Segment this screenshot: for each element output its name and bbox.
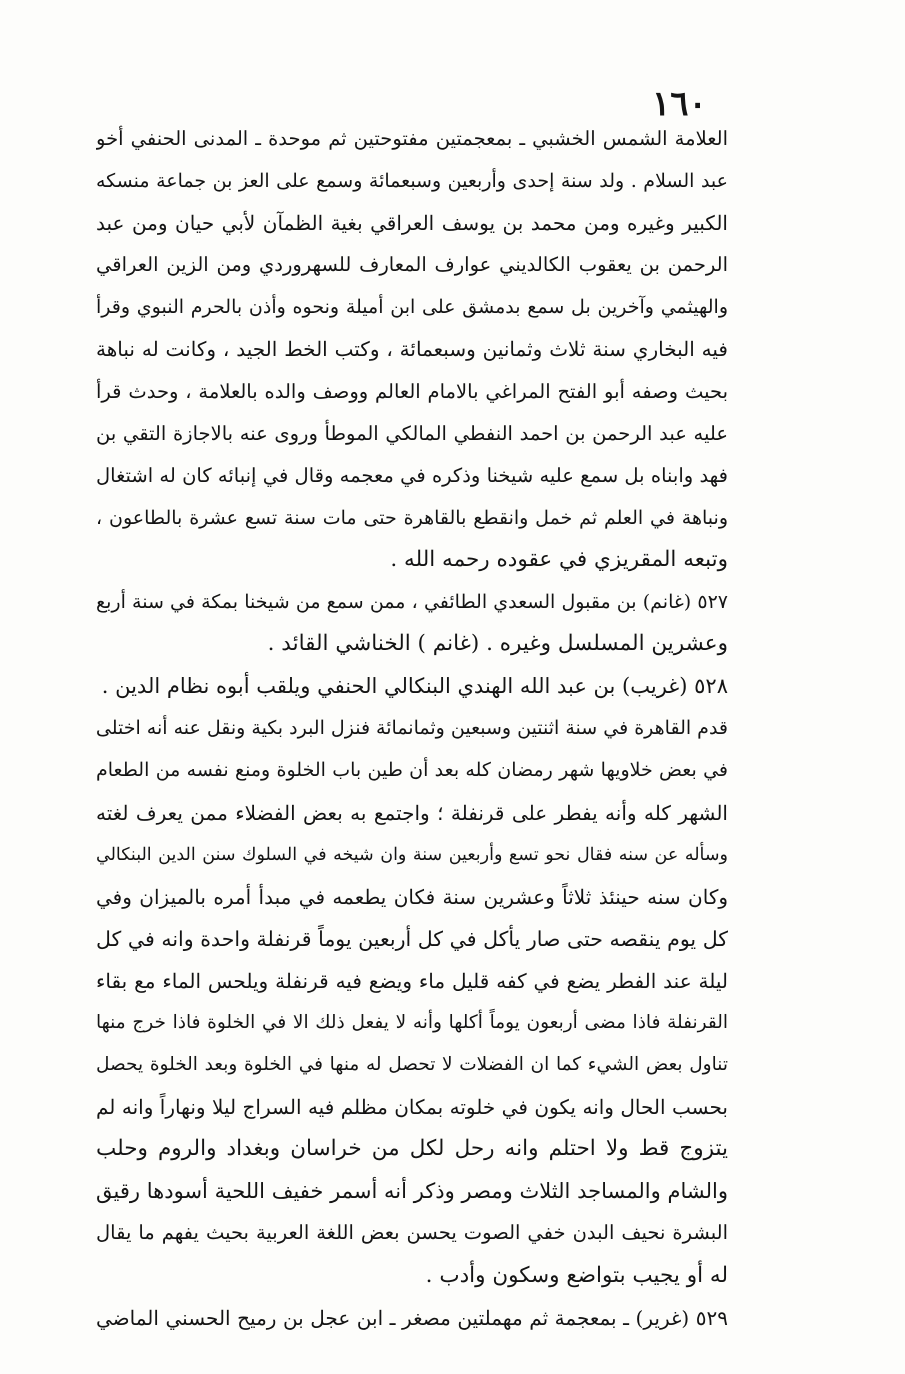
text-line: والهيثمي وآخرين بل سمع بدمشق على ابن أميلة ونحوه وأذن بالحرم النبوي وقرأ xyxy=(96,296,728,319)
text-line: والشام والمساجد الثلاث ومصر وذكر أنه أسمر خفيف اللحية أسودها رقيق xyxy=(96,1179,728,1204)
text-line: يتزوج قط ولا احتلم وانه رحل لكل من خراسان وبغداد والروم وحلب xyxy=(96,1136,728,1162)
entry-529-heading: ٥٢٩ (غرير) ـ بمعجمة ثم مهملتين مصغر ـ ابن عجل بن رميح الحسني الماضي xyxy=(96,1305,728,1330)
text-line: في بعض خلاويها شهر رمضان كله بعد أن طين باب الخلوة ومنع نفسه من الطعام xyxy=(96,759,728,782)
entry-528-heading: ٥٢٨ (غريب) بن عبد الله الهندي البنكالي الحنفي ويلقب أبوه نظام الدين . xyxy=(101,674,728,699)
text-line: عليه عبد الرحمن بن احمد النفطي المالكي الموطأ وروى عنه بالاجازة التقي بن xyxy=(96,421,728,445)
text-line: ليلة عند الفطر يضع في كفه قليل ماء ويضع فيه قرنفلة ويلحس الماء مع بقاء xyxy=(96,968,728,993)
text-line: البشرة نحيف البدن خفي الصوت يحسن بعض اللغة العربية بحيث يفهم ما يقال xyxy=(96,1221,728,1245)
body-text xyxy=(96,118,728,1339)
text-line: تناول بعض الشيء كما ان الفضلات لا تحصل له منها في الخلوة وبعد الخلوة يحصل xyxy=(96,1054,728,1076)
text-line: الشهر كله وأنه يفطر على قرنفلة ؛ واجتمع به بعض الفضلاء ممن يعرف لغته xyxy=(96,800,728,825)
text-line: فيه البخاري سنة ثلاث وثمانين وسبعمائة ، وكتب الخط الجيد ، وكانت له نباهة xyxy=(96,337,728,362)
text-line: ونباهة في العلم ثم خمل وانقطع بالقاهرة حتى مات سنة تسع عشرة بالطاعون ، xyxy=(96,506,728,529)
text-line: قدم القاهرة في سنة اثنتين وسبعين وثمانمائة فنزل البرد بكية ونقل عنه أنه اختلى xyxy=(96,717,728,740)
text-line: عبد السلام . ولد سنة إحدى وأربعين وسبعمائة وسمع على العز بن جماعة منسكه xyxy=(96,170,728,193)
text-line: القرنفلة فاذا مضى أربعون يوماً أكلها وأنه لا يفعل ذلك الا في الخلوة فاذا خرج منها xyxy=(96,1011,728,1033)
page-number: ١٦٠ xyxy=(652,84,707,124)
text-line: العلامة الشمس الخشبي ـ بمعجمتين مفتوحتين ثم موحدة ـ المدنى الحنفي أخو xyxy=(96,127,728,150)
text-line: كل يوم ينقصه حتى صار يأكل في كل أربعين يوماً قرنفلة واحدة وانه في كل xyxy=(96,926,728,951)
text-line: وسأله عن سنه فقال نحو تسع وأربعين سنة وان شيخه في السلوك سنن الدين البنكالي xyxy=(96,844,728,865)
text-line: فهد وابناه بل سمع عليه شيخنا وذكره في معجمه وقال في إنبائه كان له اشتغال xyxy=(96,463,728,487)
text-line: الكبير وغيره ومن محمد بن يوسف العراقي بغية الظمآن لأبي حيان ومن عبد xyxy=(96,211,728,236)
text-line: له أو يجيب بتواضع وسكون وأدب . xyxy=(425,1262,728,1288)
text-line: وتبعه المقريزي في عقوده رحمه الله . xyxy=(390,546,728,572)
text-line: بحسب الحال وانه يكون في خلوته بمكان مظلم فيه السراج ليلا ونهاراً وانه لم xyxy=(96,1095,728,1120)
text-line: الرحمن بن يعقوب الكالديني عوارف المعارف للسهروردي ومن الزين العراقي xyxy=(96,253,728,277)
text-line: وعشرين المسلسل وغيره . (غانم ) الخناشي القائد . xyxy=(267,631,728,657)
entry-527-heading: ٥٢٧ (غانم) بن مقبول السعدي الطائفي ، ممن سمع من شيخنا بمكة في سنة أربع xyxy=(96,591,728,614)
text-line: وكان سنه حينئذ ثلاثاً وعشرين سنة فكان يطعمه في مبدأ أمره بالميزان وفي xyxy=(96,884,728,909)
text-line: بحيث وصفه أبو الفتح المراغي بالامام العالم ووصف والده بالعلامة ، وحدث قرأ xyxy=(96,379,728,403)
